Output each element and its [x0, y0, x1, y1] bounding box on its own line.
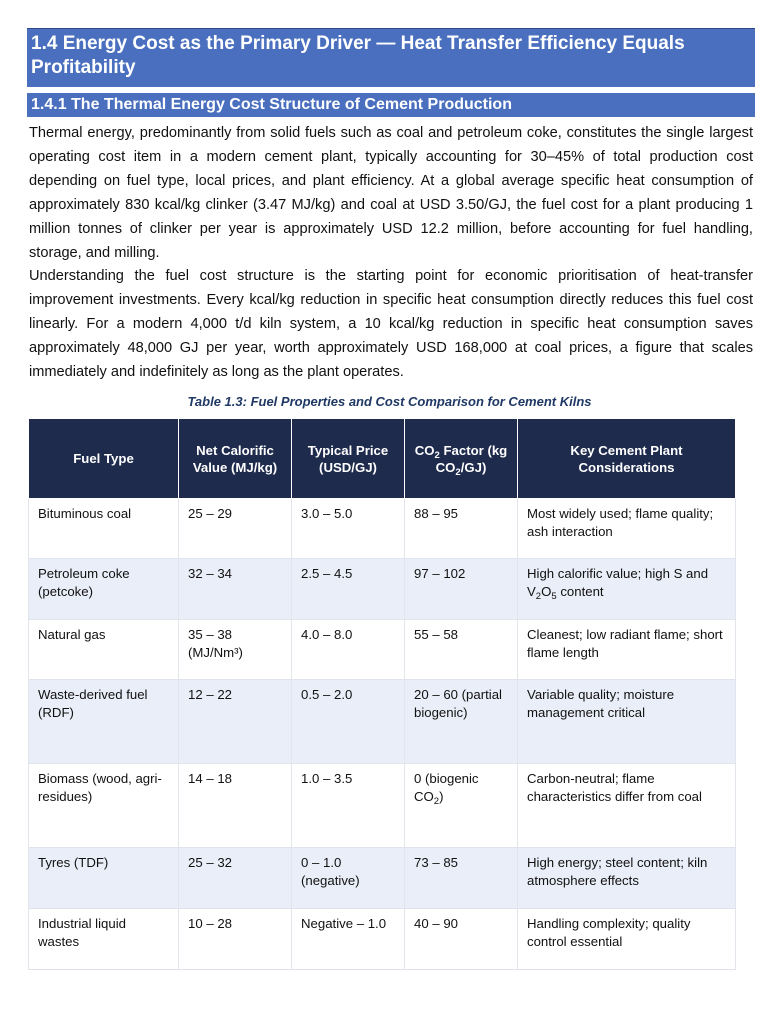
body-paragraph: Understanding the fuel cost structure is the starting point for economic prioritisation of heat-transfer improvement investments. Every kcal/kg reduction in specific heat consumption directly reduces this fuel cost linearly. For a modern 4,000 t/d kiln system, a 10 kcal/kg reduction in specific heat consumption saves approximately 48,000 GJ per year, worth approximately USD 168,000 at coal prices, a figure that scales immediately and indefinitely as long as the plant operates. — [29, 268, 753, 380]
section-heading: 1.4 Energy Cost as the Primary Driver — Heat Transfer Efficiency Equals Profitability — [27, 28, 755, 87]
column-header: Net Calorific Value (MJ/kg) — [179, 419, 292, 499]
column-header: Key Cement Plant Considerations — [518, 419, 736, 499]
table-cell: Most widely used; flame quality; ash interaction — [518, 499, 736, 559]
table-row — [29, 499, 736, 559]
table-cell: 35 – 38 (MJ/Nm³) — [179, 620, 292, 680]
table-header-row — [29, 419, 736, 499]
table-caption: Table 1.3: Fuel Properties and Cost Comparison for Cement Kilns — [187, 394, 592, 409]
table-cell: 12 – 22 — [179, 680, 292, 764]
column-header: Typical Price (USD/GJ) — [292, 419, 405, 499]
body-paragraph: Thermal energy, predominantly from solid fuels such as coal and petroleum coke, constitutes the single largest operating cost item in a modern cement plant, typically accounting for 30–45% of total production cost depending on fuel type, local prices, and plant efficiency. At a global average specific heat consumption of approximately 830 kcal/kg clinker (3.47 MJ/kg) and coal at USD 3.50/GJ, the fuel cost for a plant producing 1 million tonnes of clinker per year is approximately USD 12.2 million, before accounting for fuel handling, storage, and milling. — [29, 125, 753, 261]
table-cell: 25 – 29 — [179, 499, 292, 559]
table-cell: Tyres (TDF) — [29, 848, 179, 909]
table-cell: Natural gas — [29, 620, 179, 680]
table-cell: 97 – 102 — [405, 559, 518, 620]
column-header: Fuel Type — [29, 419, 179, 499]
table-cell: Variable quality; moisture management critical — [518, 680, 736, 764]
table-cell: 88 – 95 — [405, 499, 518, 559]
table-cell: 14 – 18 — [179, 764, 292, 848]
table-row — [29, 559, 736, 620]
table-cell: 10 – 28 — [179, 909, 292, 970]
table-cell: 0.5 – 2.0 — [292, 680, 405, 764]
table-cell: High energy; steel content; kiln atmosphere effects — [518, 848, 736, 909]
table-cell: 0 (biogenic $CO_2$) — [405, 764, 518, 848]
table-cell: 25 – 32 — [179, 848, 292, 909]
table-cell: 73 – 85 — [405, 848, 518, 909]
table-cell: High calorific value; high S and $V_2O_5$ content — [518, 559, 736, 620]
table-cell: 0 – 1.0 (negative) — [292, 848, 405, 909]
table-cell: 40 – 90 — [405, 909, 518, 970]
table-cell: Cleanest; low radiant flame; short flame length — [518, 620, 736, 680]
table-cell: Negative – 1.0 — [292, 909, 405, 970]
table-row — [29, 848, 736, 909]
table-cell: 20 – 60 (partial biogenic) — [405, 680, 518, 764]
table-cell: Industrial liquid wastes — [29, 909, 179, 970]
table-cell: Biomass (wood, agri-residues) — [29, 764, 179, 848]
table-cell: 4.0 – 8.0 — [292, 620, 405, 680]
table-cell: 1.0 – 3.5 — [292, 764, 405, 848]
subsection-heading: 1.4.1 The Thermal Energy Cost Structure of Cement Production — [27, 93, 755, 117]
table-cell: 32 – 34 — [179, 559, 292, 620]
table-cell: Bituminous coal — [29, 499, 179, 559]
table-row — [29, 620, 736, 680]
table-cell: Carbon-neutral; flame characteristics differ from coal — [518, 764, 736, 848]
table-cell: 3.0 – 5.0 — [292, 499, 405, 559]
table-row — [29, 909, 736, 970]
fuel-properties-table — [28, 419, 736, 970]
table-cell: Handling complexity; quality control essential — [518, 909, 736, 970]
table-row — [29, 680, 736, 764]
table-cell: 2.5 – 4.5 — [292, 559, 405, 620]
table-cell: 55 – 58 — [405, 620, 518, 680]
column-header: $CO_2$ Factor (kg $CO_2/GJ$) — [405, 419, 518, 499]
table-cell: Petroleum coke (petcoke) — [29, 559, 179, 620]
table-cell: Waste-derived fuel (RDF) — [29, 680, 179, 764]
table-row — [29, 764, 736, 848]
